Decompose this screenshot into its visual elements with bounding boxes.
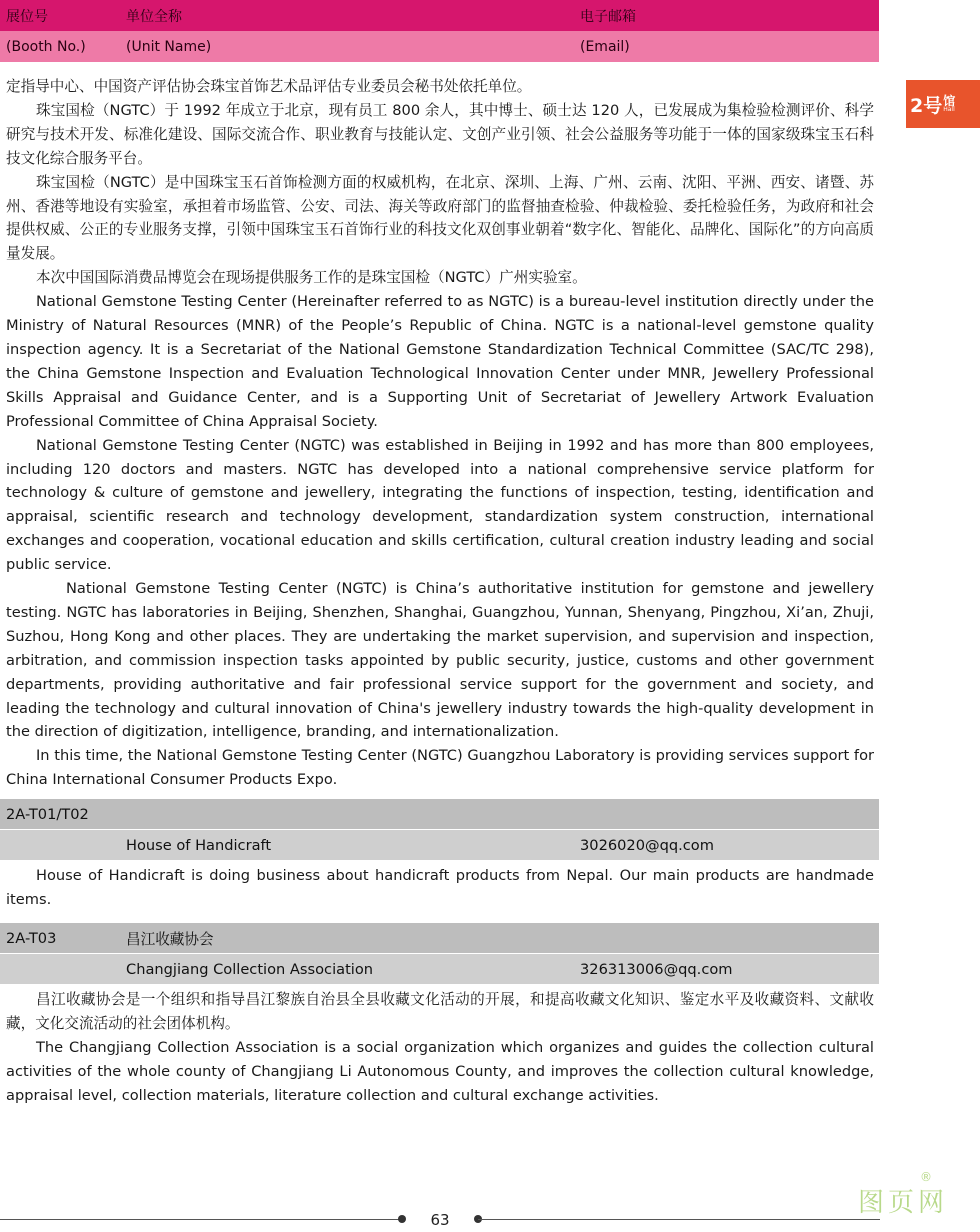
booth-header-en: (Booth No.) xyxy=(6,38,86,55)
paragraph: 定指导中心、中国资产评估协会珠宝首饰艺术品评估专业委员会秘书处依托单位。 xyxy=(6,78,532,95)
ngtc-description xyxy=(6,75,874,792)
paragraph: 昌江收藏协会是一个组织和指导昌江黎族自治县全县收藏文化活动的开展，和提高收藏文化知识、鉴定水平及收藏资料、文献收藏，文化交流活动的社会团体机构。 xyxy=(6,991,874,1032)
paragraph: 珠宝国检（NGTC）于 1992 年成立于北京，现有员工 800 余人，其中博士、硕士达 120 人，已发展成为集检验检测评价、科学研究与技术开发、标准化建设、国际交流合作、职业教育与技能认定、文创产业引领、社会公益服务等功能于一体的国家级珠宝玉石科技文化综合服务平台。 xyxy=(6,101,874,167)
email-address: 3026020@qq.com xyxy=(580,836,714,854)
footer-rule-right xyxy=(478,1219,880,1220)
unit-name-en: House of Handicraft xyxy=(126,836,272,854)
registered-mark: ® xyxy=(920,1170,932,1184)
exhibitor-row-name xyxy=(0,830,879,860)
unit-name-en: Changjiang Collection Association xyxy=(126,960,374,978)
paragraph: National Gemstone Testing Center (Hereinafter referred to as NGTC) is a bureau-level institution directly under the Ministry of Natural Resources (MNR) of the People’s Republic of China. NGTC is a national-level gemstone quality inspection agency. It is a Secretariat of the National Gemstone Standardization Technical Committee (SAC/TC 298), the China Gemstone Inspection and Evaluation Technological Innovation Center under MNR, Jewellery Professional Skills Appraisal and Guidance Center, and is a Supporting Unit of Secretariat of Jewellery Artwork Evaluation Professional Committee of China Appraisal Society. xyxy=(6,293,874,430)
paragraph: In this time, the National Gemstone Testing Center (NGTC) Guangzhou Laboratory is providing services support for China International Consumer Products Expo. xyxy=(6,747,874,789)
footer-rule-left xyxy=(0,1219,402,1220)
table-header-zh xyxy=(0,0,879,31)
exhibitor-row-booth xyxy=(0,923,879,953)
paragraph: 本次中国国际消费品博览会在现场提供服务工作的是珠宝国检（NGTC）广州实验室。 xyxy=(36,269,587,287)
exhibitor-row-booth xyxy=(0,799,879,829)
table-header-en xyxy=(0,31,879,62)
unit-header-zh: 单位全称 xyxy=(126,8,182,25)
email-header-zh: 电子邮箱 xyxy=(580,8,636,25)
email-address: 326313006@qq.com xyxy=(580,960,733,978)
page-number: 63 xyxy=(430,1211,450,1229)
paragraph: National Gemstone Testing Center (NGTC) was established in Beijing in 1992 and has more than 800 employees, including 120 doctors and masters. NGTC has developed into a national comprehensive service platform for technology & culture of gemstone and jewellery, integrating the functions of inspection, testing, identification and appraisal, scientific research and technology development, standardization system construction, international exchanges and cooperation, vocational education and skills certification, cultural creation industry leading and social public service. xyxy=(6,436,874,574)
paragraph: House of Handicraft is doing business about handicraft products from Nepal. Our main products are handmade items. xyxy=(6,867,874,908)
watermark-logo: 图页网 xyxy=(858,1188,949,1218)
unit-header-en: (Unit Name) xyxy=(126,38,212,55)
hall-label-zh: 馆 xyxy=(943,94,956,108)
booth-header-zh: 展位号 xyxy=(6,8,48,25)
paragraph: National Gemstone Testing Center (NGTC) is China’s authoritative institution for gemstone and jewellery testing. NGTC has laboratories in Beijing, Shenzhen, Shanghai, Guangzhou, Yunnan, Shenyang, Pingzhou, Xi’an, Zhuji, Suzhou, Hong Kong and other places. They are undertaking the market supervision, and supervision and inspection, arbitration, and commission inspection tasks appointed by public security, justice, customs and other government departments, providing authoritative and fair professional service support for the government and society, and leading the technology and cultural innovation of China's jewellery industry towards the high-quality development in the direction of digitization, intelligence, branding, and internationalization. xyxy=(6,580,874,741)
hall-label-en: Hall xyxy=(943,106,955,113)
paragraph: 珠宝国检（NGTC）是中国珠宝玉石首饰检测方面的权威机构，在北京、深圳、上海、广州、云南、沈阳、平洲、西安、诸暨、苏州、香港等地设有实验室，承担着市场监管、公安、司法、海关等政府部门的监督抽查检验、仲裁检验、委托检验任务，为政府和社会提供权威、公正的专业服务支撑，引领中国珠宝玉石首饰行业的科技文化双创事业朝着“数字化、智能化、品牌化、国际化”的方向高质量发展。 xyxy=(6,173,874,263)
booth-number: 2A-T03 xyxy=(6,929,57,947)
unit-name-zh: 昌江收藏协会 xyxy=(126,930,214,948)
exhibitor-description xyxy=(6,864,874,912)
paragraph: The Changjiang Collection Association is a social organization which organizes and guides the collection cultural activities of the whole county of Changjiang Li Autonomous County, and improves the collection cultural knowledge, appraisal level, collection materials, literature collection and cultural exchange activities. xyxy=(6,1038,874,1104)
hall-tab xyxy=(906,80,980,128)
exhibitor-row-name xyxy=(0,954,879,984)
footer-dot-left xyxy=(398,1215,406,1223)
hall-number: 2号 xyxy=(910,94,943,117)
email-header-en: (Email) xyxy=(580,38,630,55)
booth-number: 2A-T01/T02 xyxy=(6,805,89,823)
exhibitor-description xyxy=(6,988,874,1108)
